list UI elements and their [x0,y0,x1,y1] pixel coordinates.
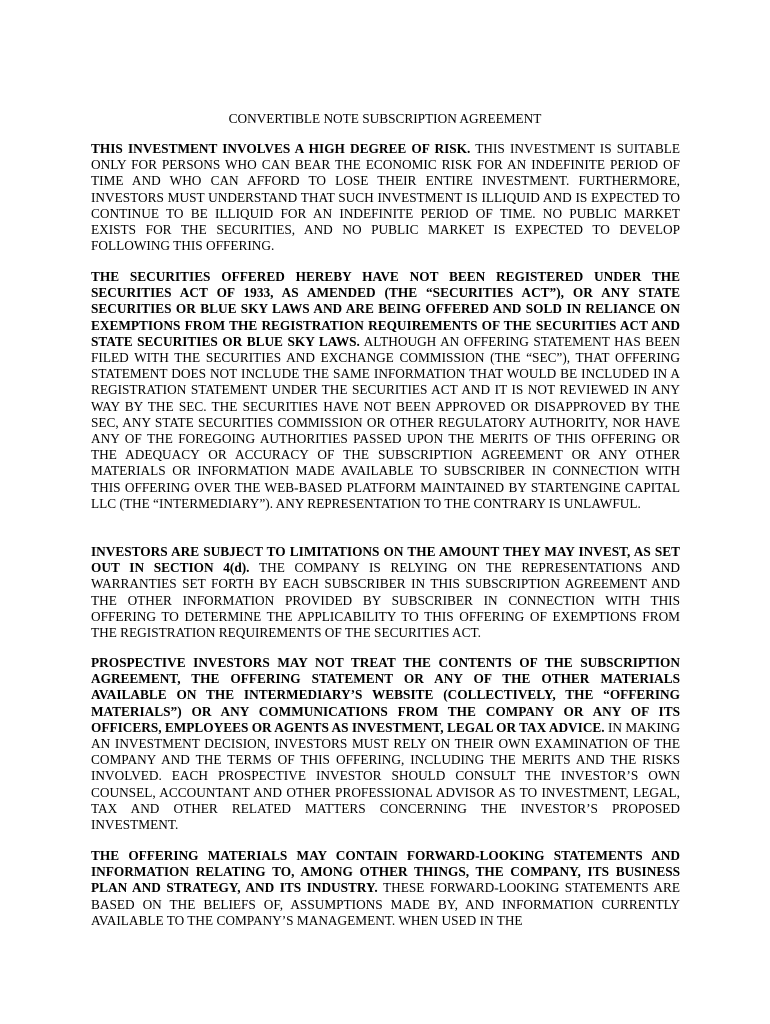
risk-paragraph [91,141,680,254]
risk-heading: THIS INVESTMENT INVOLVES A HIGH DEGREE OF RISK. [91,141,471,156]
advice-paragraph [91,655,680,833]
limitations-heading: INVESTORS ARE SUBJECT TO LIMITATIONS ON THE AMOUNT THEY MAY INVEST, AS SET OUT IN SECTION 4(d). [91,544,680,576]
registration-heading: THE SECURITIES OFFERED HEREBY HAVE NOT BEEN REGISTERED UNDER THE SECURITIES ACT OF 1933, AS AMENDED (THE “SECURITIES ACT”), OR ANY STATE SECURITIES OR BLUE SKY LAWS AND ARE BEING OFFERED AND SOLD IN RELIANCE ON EXEMPTIONS FROM THE REGISTRATION REQUIREMENTS OF THE SECURITIES ACT AND STATE SECURITIES OR BLUE SKY LAWS. [91,269,680,349]
forward-looking-paragraph [91,848,680,929]
forward-looking-text: THESE FORWARD-LOOKING STATEMENTS ARE BASED ON THE BELIEFS OF, ASSUMPTIONS MADE BY, AND INFORMATION CURRENTLY AVAILABLE TO THE COMPANY’S MANAGEMENT. WHEN USED IN THE [91,880,680,928]
registration-text: ALTHOUGH AN OFFERING STATEMENT HAS BEEN FILED WITH THE SECURITIES AND EXCHANGE COMMISSION (THE “SEC”), THAT OFFERING STATEMENT DOES NOT INCLUDE THE SAME INFORMATION THAT WOULD BE INCLUDED IN A REGISTRATION STATEMENT UNDER THE SECURITIES ACT AND IT IS NOT REVIEWED IN ANY WAY BY THE SEC. THE SECURITIES HAVE NOT BEEN APPROVED OR DISAPPROVED BY THE SEC, ANY STATE SECURITIES COMMISSION OR OTHER REGULATORY AUTHORITY, NOR HAVE ANY OF THE FOREGOING AUTHORITIES PASSED UPON THE MERITS OF THIS OFFERING OR THE ADEQUACY OR ACCURACY OF THE SUBSCRIPTION AGREEMENT OR ANY OTHER MATERIALS OR INFORMATION MADE AVAILABLE TO SUBSCRIBER IN CONNECTION WITH THIS OFFERING OVER THE WEB-BASED PLATFORM MAINTAINED BY STARTENGINE CAPITAL LLC (THE “INTERMEDIARY”). ANY REPRESENTATION TO THE CONTRARY IS UNLAWFUL. [91,333,680,511]
registration-paragraph [91,269,680,512]
document-title: CONVERTIBLE NOTE SUBSCRIPTION AGREEMENT [228,111,542,126]
risk-text: THIS INVESTMENT IS SUITABLE ONLY FOR PERSONS WHO CAN BEAR THE ECONOMIC RISK FOR AN INDEFINITE PERIOD OF TIME AND WHO CAN AFFORD TO LOSE THEIR ENTIRE INVESTMENT. FURTHERMORE, INVESTORS MUST UNDERSTAND THAT SUCH INVESTMENT IS ILLIQUID AND IS EXPECTED TO CONTINUE TO BE ILLIQUID FOR AN INDEFINITE PERIOD OF TIME. NO PUBLIC MARKET EXISTS FOR THE SECURITIES, AND NO PUBLIC MARKET IS EXPECTED TO DEVELOP FOLLOWING THIS OFFERING. [91,141,680,254]
advice-text: IN MAKING AN INVESTMENT DECISION, INVESTORS MUST RELY ON THEIR OWN EXAMINATION OF THE COMPANY AND THE TERMS OF THIS OFFERING, INCLUDING THE MERITS AND THE RISKS INVOLVED. EACH PROSPECTIVE INVESTOR SHOULD CONSULT THE INVESTOR’S OWN COUNSEL, ACCOUNTANT AND OTHER PROFESSIONAL ADVISOR AS TO INVESTMENT, LEGAL, TAX AND OTHER RELATED MATTERS CONCERNING THE INVESTOR’S PROPOSED INVESTMENT. [91,719,681,833]
limitations-paragraph [91,544,680,641]
advice-heading: PROSPECTIVE INVESTORS MAY NOT TREAT THE CONTENTS OF THE SUBSCRIPTION AGREEMENT, THE OFFERING STATEMENT OR ANY OF THE OTHER MATERIALS AVAILABLE ON THE INTERMEDIARY’S WEBSITE (COLLECTIVELY, THE “OFFERING MATERIALS”) OR ANY COMMUNICATIONS FROM THE COMPANY OR ANY OF ITS OFFICERS, EMPLOYEES OR AGENTS AS INVESTMENT, LEGAL OR TAX ADVICE. [91,655,680,735]
limitations-text: THE COMPANY IS RELYING ON THE REPRESENTATIONS AND WARRANTIES SET FORTH BY EACH SUBSCRIBER IN THIS SUBSCRIPTION AGREEMENT AND THE OTHER INFORMATION PROVIDED BY SUBSCRIBER IN CONNECTION WITH THIS OFFERING TO DETERMINE THE APPLICABILITY TO THIS OFFERING OF EXEMPTIONS FROM THE REGISTRATION REQUIREMENTS OF THE SECURITIES ACT. [91,560,681,641]
forward-looking-heading: THE OFFERING MATERIALS MAY CONTAIN FORWARD-LOOKING STATEMENTS AND INFORMATION RELATING TO, AMONG OTHER THINGS, THE COMPANY, ITS BUSINESS PLAN AND STRATEGY, AND ITS INDUSTRY. [91,848,680,896]
